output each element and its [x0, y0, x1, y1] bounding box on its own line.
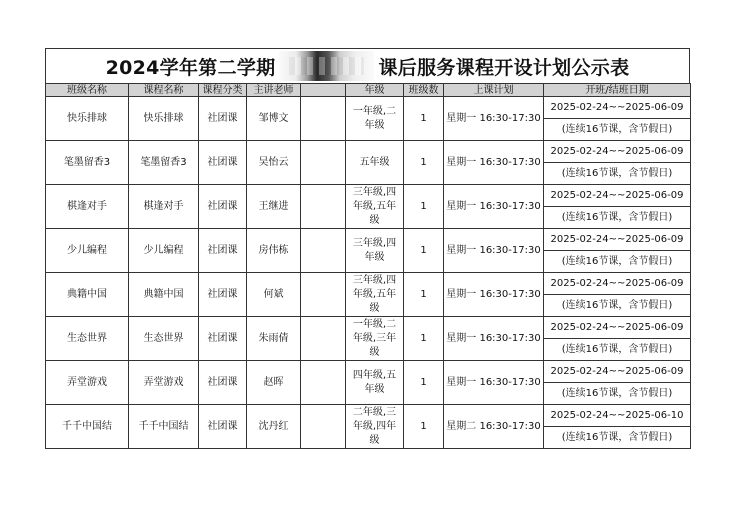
title-right-text: 课后服务课程开设计划公示表 [378, 56, 630, 79]
cell-course-name: 棋逢对手 [129, 185, 199, 229]
cell-schedule: 星期一 16:30-17:30 [444, 141, 544, 185]
cell-grade: 三年级,四年级,五年级 [346, 185, 404, 229]
cell-grade: 二年级,三年级,四年级 [346, 405, 404, 449]
date-range: 2025-02-24~~2025-06-09 [544, 97, 690, 119]
header-teacher: 主讲老师 [247, 84, 301, 97]
cell-schedule: 星期一 16:30-17:30 [444, 229, 544, 273]
cell-grade: 一年级,二年级 [346, 97, 404, 141]
cell-category: 社团课 [199, 185, 247, 229]
date-note: (连续16节课，含节假日) [561, 300, 673, 311]
cell-class-count: 1 [404, 405, 444, 449]
cell-blank [301, 141, 346, 185]
cell-blank [301, 317, 346, 361]
cell-class-name: 千千中国结 [46, 405, 129, 449]
date-range: 2025-02-24~~2025-06-09 [544, 317, 690, 339]
cell-grade: 一年级,二年级,三年级 [346, 317, 404, 361]
date-note: (连续16节课，含节假日) [561, 168, 673, 179]
table-row [46, 185, 691, 229]
header-grade: 年级 [346, 84, 404, 97]
cell-class-name: 棋逢对手 [46, 185, 129, 229]
date-note: (连续16节课，含节假日) [561, 256, 673, 267]
cell-dates [544, 273, 691, 317]
date-note: (连续16节课，含节假日) [561, 124, 673, 135]
header-course-name: 课程名称 [129, 84, 199, 97]
cell-schedule: 星期一 16:30-17:30 [444, 317, 544, 361]
cell-category: 社团课 [199, 141, 247, 185]
redacted-school-name [279, 51, 374, 81]
cell-teacher: 朱雨倩 [247, 317, 301, 361]
cell-class-name: 快乐排球 [46, 97, 129, 141]
cell-class-name: 弄堂游戏 [46, 361, 129, 405]
cell-class-count: 1 [404, 97, 444, 141]
cell-grade: 四年级,五年级 [346, 361, 404, 405]
cell-grade: 三年级,四年级 [346, 229, 404, 273]
cell-schedule: 星期一 16:30-17:30 [444, 361, 544, 405]
date-range: 2025-02-24~~2025-06-09 [544, 273, 690, 295]
header-blank [301, 84, 346, 97]
cell-schedule: 星期一 16:30-17:30 [444, 273, 544, 317]
cell-blank [301, 405, 346, 449]
cell-teacher: 赵晖 [247, 361, 301, 405]
cell-blank [301, 273, 346, 317]
cell-dates [544, 141, 691, 185]
cell-category: 社团课 [199, 405, 247, 449]
cell-class-count: 1 [404, 185, 444, 229]
cell-class-name: 少儿编程 [46, 229, 129, 273]
cell-blank [301, 229, 346, 273]
cell-class-count: 1 [404, 273, 444, 317]
table-row [46, 229, 691, 273]
table-title [45, 48, 690, 83]
cell-teacher: 房伟栋 [247, 229, 301, 273]
cell-class-name: 笔墨留香3 [46, 141, 129, 185]
cell-blank [301, 97, 346, 141]
table-row [46, 361, 691, 405]
date-note: (连续16节课，含节假日) [561, 344, 673, 355]
cell-class-name: 生态世界 [46, 317, 129, 361]
cell-category: 社团课 [199, 273, 247, 317]
cell-class-name: 典籍中国 [46, 273, 129, 317]
cell-course-name: 笔墨留香3 [129, 141, 199, 185]
cell-schedule: 星期一 16:30-17:30 [444, 185, 544, 229]
cell-course-name: 弄堂游戏 [129, 361, 199, 405]
cell-schedule: 星期二 16:30-17:30 [444, 405, 544, 449]
cell-dates [544, 361, 691, 405]
cell-grade: 三年级,四年级,五年级 [346, 273, 404, 317]
cell-schedule: 星期一 16:30-17:30 [444, 97, 544, 141]
cell-blank [301, 361, 346, 405]
cell-teacher: 吴怡云 [247, 141, 301, 185]
date-note: (连续16节课，含节假日) [561, 212, 673, 223]
cell-class-count: 1 [404, 317, 444, 361]
cell-teacher: 沈丹红 [247, 405, 301, 449]
title-left-text: 2024学年第二学期 [105, 56, 276, 79]
cell-teacher: 何斌 [247, 273, 301, 317]
header-dates: 开班/结班日期 [544, 84, 691, 97]
cell-class-count: 1 [404, 361, 444, 405]
notice-sheet [45, 48, 690, 449]
cell-category: 社团课 [199, 229, 247, 273]
cell-dates [544, 229, 691, 273]
header-class-name: 班级名称 [46, 84, 129, 97]
header-schedule: 上课计划 [444, 84, 544, 97]
cell-dates [544, 185, 691, 229]
course-plan-table [45, 83, 691, 449]
table-row [46, 141, 691, 185]
header-row [46, 84, 691, 97]
table-body [46, 97, 691, 449]
cell-course-name: 少儿编程 [129, 229, 199, 273]
date-note: (连续16节课，含节假日) [561, 432, 673, 443]
cell-category: 社团课 [199, 361, 247, 405]
cell-course-name: 典籍中国 [129, 273, 199, 317]
cell-teacher: 邹博文 [247, 97, 301, 141]
date-range: 2025-02-24~~2025-06-09 [544, 141, 690, 163]
table-row [46, 405, 691, 449]
cell-dates [544, 317, 691, 361]
cell-class-count: 1 [404, 229, 444, 273]
date-range: 2025-02-24~~2025-06-10 [544, 405, 690, 427]
cell-teacher: 王继进 [247, 185, 301, 229]
header-category: 课程分类 [199, 84, 247, 97]
cell-category: 社团课 [199, 97, 247, 141]
cell-course-name: 快乐排球 [129, 97, 199, 141]
cell-class-count: 1 [404, 141, 444, 185]
date-range: 2025-02-24~~2025-06-09 [544, 229, 690, 251]
cell-category: 社团课 [199, 317, 247, 361]
table-row [46, 97, 691, 141]
table-row [46, 273, 691, 317]
cell-dates [544, 97, 691, 141]
date-note: (连续16节课，含节假日) [561, 388, 673, 399]
date-range: 2025-02-24~~2025-06-09 [544, 361, 690, 383]
cell-course-name: 千千中国结 [129, 405, 199, 449]
date-range: 2025-02-24~~2025-06-09 [544, 185, 690, 207]
cell-blank [301, 185, 346, 229]
cell-dates [544, 405, 691, 449]
header-class-count: 班级数 [404, 84, 444, 97]
cell-grade: 五年级 [346, 141, 404, 185]
table-row [46, 317, 691, 361]
cell-course-name: 生态世界 [129, 317, 199, 361]
